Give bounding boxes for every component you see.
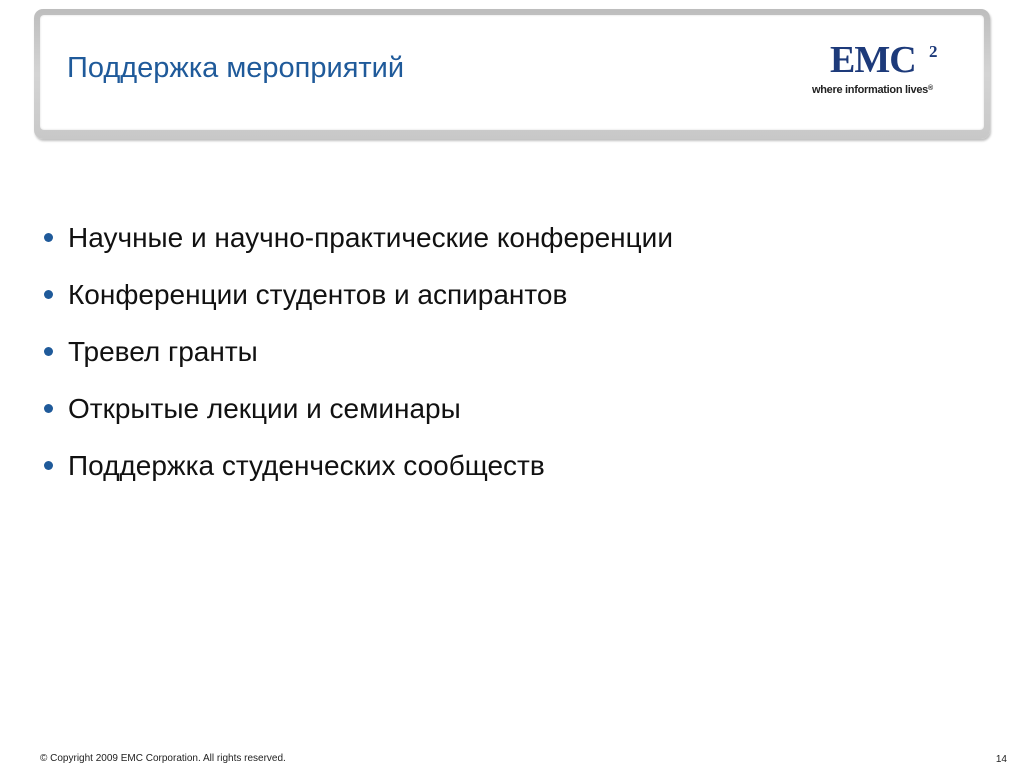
- bullet-dot-icon: [44, 290, 53, 299]
- logo-superscript: 2: [929, 42, 938, 61]
- emc-logo: [808, 39, 958, 109]
- page-number: 14: [995, 754, 1007, 765]
- bullet-text: Открытые лекции и семинары: [68, 393, 461, 424]
- bullet-text: Научные и научно-практические конференции: [68, 222, 673, 253]
- logo-wordmark: EMC: [830, 39, 916, 81]
- bullet-dot-icon: [44, 233, 53, 242]
- logo-tagline: [812, 85, 933, 96]
- slide-title: Поддержка мероприятий: [67, 52, 405, 84]
- bullet-dot-icon: [44, 461, 53, 470]
- bullet-dot-icon: [44, 404, 53, 413]
- bullet-dot-icon: [44, 347, 53, 356]
- footer-copyright: © Copyright 2009 EMC Corporation. All rights reserved.: [40, 753, 286, 764]
- registered-mark: ®: [927, 85, 933, 92]
- bullet-text: Тревел гранты: [68, 336, 258, 367]
- logo-tagline-text: where information lives: [812, 84, 928, 96]
- bullet-text: Поддержка студенческих сообществ: [68, 450, 545, 481]
- bullet-text: Конференции студентов и аспирантов: [68, 279, 568, 310]
- title-frame: [34, 9, 990, 139]
